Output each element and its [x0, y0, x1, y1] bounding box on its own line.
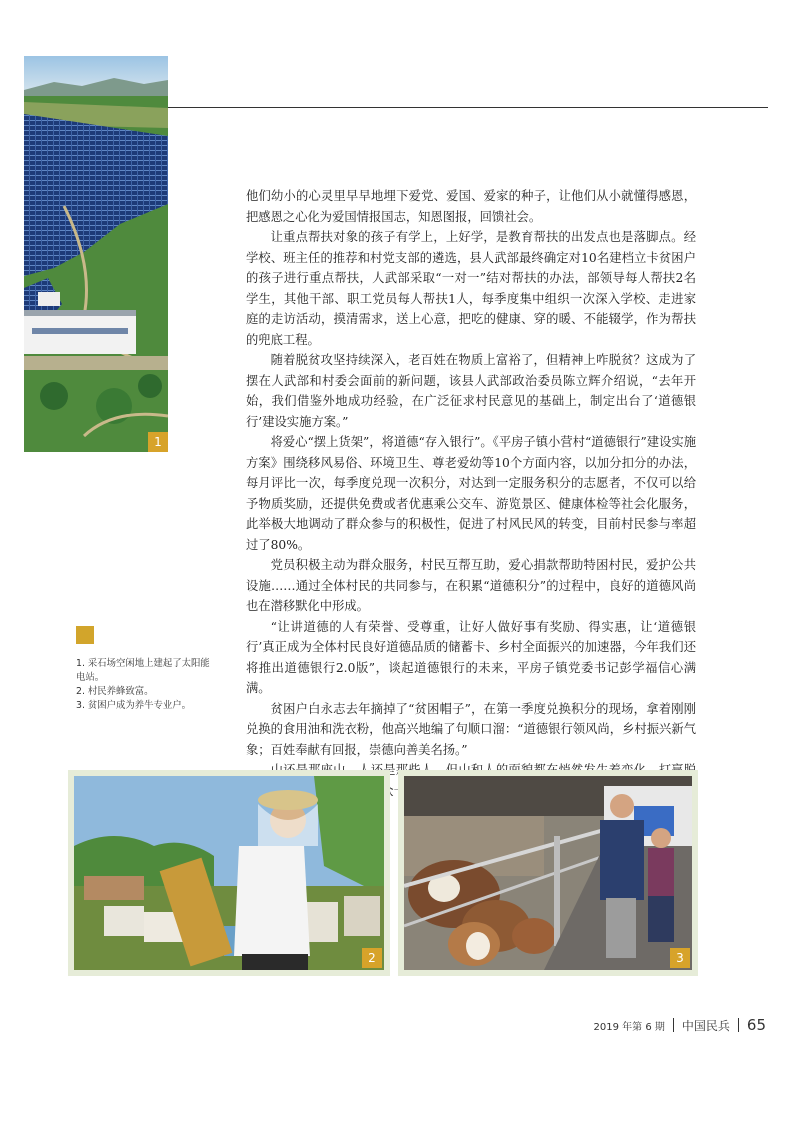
caption-item: 1. 采石场空闲地上建起了太阳能电站。	[76, 658, 210, 683]
caption-item: 2. 村民养蜂致富。	[76, 686, 154, 697]
article-body	[246, 186, 696, 801]
paragraph: 党员积极主动为群众服务，村民互帮互助，爱心捐款帮助特困村民，爱护公共设施……通过全体村民的共同参与，在积累“道德积分”的过程中，良好的道德风尚也在潜移默化中形成。	[246, 558, 696, 613]
paragraph: “让讲道德的人有荣誉、受尊重，让好人做好事有奖励、得实惠，让‘道德银行’真正成为全体村民良好道德品质的储蓄卡、乡村全面振兴的加速器，今年我们还将推出道德银行2.0版”，谈起道德银行的未来，平房子镇党委书记彭学福信心满满。	[246, 619, 696, 695]
photo-captions	[76, 657, 216, 713]
header-rule	[168, 107, 768, 108]
caption-item: 3. 贫困户成为养牛专业户。	[76, 700, 192, 711]
paragraph: 贫困户白永志去年摘掉了“贫困帽子”，在第一季度兑换积分的现场，拿着刚刚兑换的食用油和洗衣粉，他高兴地编了句顺口溜：“道德银行领风尚，乡村振兴新气象；百姓奉献有回报，崇德向善美名扬。”	[246, 701, 696, 757]
footer-divider	[673, 1018, 674, 1032]
photo-number-badge: 2	[362, 948, 382, 968]
photo-cattle-farmer	[404, 776, 692, 970]
page-number: 65	[746, 1016, 766, 1034]
magazine-name: 中国民兵	[681, 1018, 730, 1033]
paragraph: 他们幼小的心灵里早早地埋下爱党、爱国、爱家的种子，让他们从小就懂得感恩，把感恩之心化为爱国情报国志，知恩图报，回馈社会。	[246, 189, 696, 224]
photo-number-badge: 1	[148, 432, 168, 452]
page-footer	[594, 1016, 766, 1034]
paragraph: 将爱心“摆上货架”，将道德“存入银行”。《平房子镇小营村“道德银行”建设实施方案》围绕移风易俗、环境卫生、尊老爱幼等10个方面内容，以加分扣分的办法，每月评比一次，每季度兑现一次积分，对达到一定服务积分的志愿者，不仅可以给予物质奖励，还提供免费或者优惠乘公交车、游览景区、健康体检等社会化服务，此举极大地调动了群众参与的积极性，促进了村风民风的转变，目前村民参与率超过了80%。	[246, 435, 696, 552]
paragraph: 随着脱贫攻坚持续深入，老百姓在物质上富裕了，但精神上咋脱贫？这成为了摆在人武部和村委会面前的新问题，该县人武部政治委员陈立辉介绍说，“去年开始，我们借鉴外地成功经验，在广泛征求村民意见的基础上，制定出台了‘道德银行’建设实施方案。”	[246, 353, 696, 429]
issue-label: 2019 年第 6 期	[593, 1021, 665, 1033]
photo-frame-cattle	[398, 770, 698, 976]
photo-number-badge: 3	[670, 948, 690, 968]
photo-frame-beekeeping	[68, 770, 390, 976]
photo-beekeeper	[74, 776, 384, 970]
paragraph: 让重点帮扶对象的孩子有学上，上好学，是教育帮扶的出发点也是落脚点。经学校、班主任的推荐和村党支部的遴选，县人武部最终确定对10名建档立卡贫困户的孩子进行重点帮扶，人武部采取“一对一”结对帮扶的办法，部领导每人帮扶2名学生，其他干部、职工党员每人帮扶1人，每季度集中组织一次深入学校、走进家庭的走访活动，摸清需求，送上心意，把吃的健康、穿的暖、不能辍学，作为帮扶的兜底工程。	[246, 230, 696, 347]
caption-marker	[76, 626, 94, 644]
footer-divider	[738, 1018, 739, 1032]
photo-solar-station	[24, 56, 168, 452]
